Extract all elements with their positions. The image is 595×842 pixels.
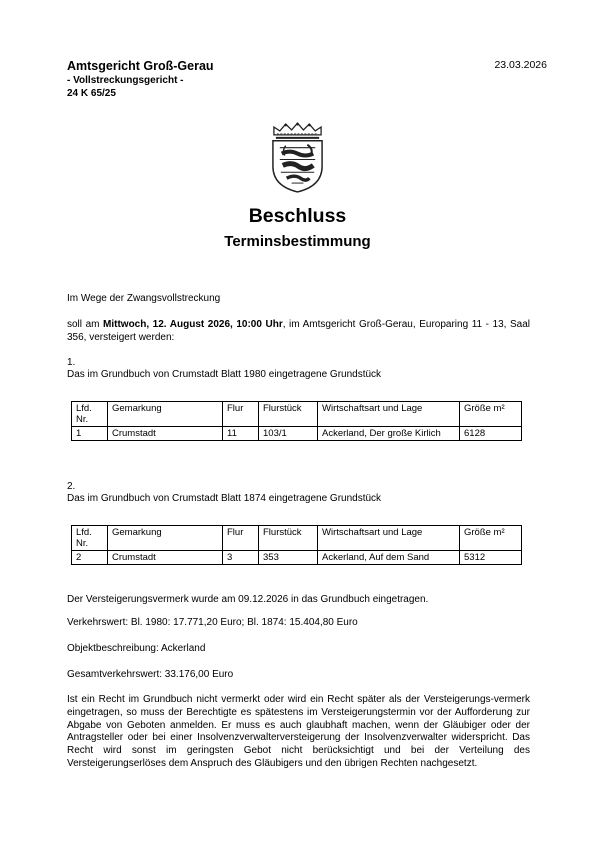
cell-gemarkung: Crumstadt (108, 427, 223, 441)
plot-2-description: Das im Grundbuch von Crumstadt Blatt 1874 eingetragene Grundstück (67, 493, 382, 504)
header-cell: Größe m² (460, 402, 522, 427)
gesamtverkehrswert-text: Gesamtverkehrswert: 33.176,00 Euro (67, 669, 234, 680)
hesse-coat-of-arms-icon (268, 121, 327, 194)
court-name: Amtsgericht Groß-Gerau (67, 59, 214, 73)
rights-paragraph: Ist ein Recht im Grundbuch nicht vermerkt oder wird ein Recht später als der Versteigerungs-vermerk eingetragen, so muss der Berechtigte es spätestens im Versteigerungstermin vor der Aufforderung zur Abgabe von Geboten anmelden. Er muss es auch glaubhaft machen, wenn der Gläubiger oder der Antragsteller oder bei einer Insolvenzverwalterversteigerung der Insolvenzverwalter widerspricht. Das Recht wird sonst im geringsten Gebot nicht berücksichtigt und bei der Verteilung des Versteigerungserlöses dem Anspruch des Gläubigers und den übrigen Rechten nachgesetzt. (67, 694, 530, 769)
case-number: 24 K 65/25 (67, 88, 116, 99)
header-cell: Lfd. Nr. (72, 402, 108, 427)
document-title: Beschluss (248, 205, 347, 227)
document-date: 23.03.2026 (494, 59, 547, 71)
header-cell: Lfd. Nr. (72, 526, 108, 551)
header-cell: Größe m² (460, 526, 522, 551)
header-cell: Flurstück (259, 526, 318, 551)
table-header-row (72, 526, 522, 551)
plot-1-number: 1. (67, 357, 76, 368)
auction-date: Mittwoch, 12. August 2026, 10:00 Uhr (103, 319, 283, 330)
cell-lfd-nr: 2 (72, 551, 108, 565)
cell-flurstueck: 103/1 (259, 427, 318, 441)
intro-text: Im Wege der Zwangsvollstreckung (67, 293, 221, 304)
vermerk-text: Der Versteigerungsvermerk wurde am 09.12.2026 in das Grundbuch eingetragen. (67, 594, 429, 605)
header-cell: Flurstück (259, 402, 318, 427)
cell-lfd-nr: 1 (72, 427, 108, 441)
verkehrswert-text: Verkehrswert: Bl. 1980: 17.771,20 Euro; Bl. 1874: 15.404,80 Euro (67, 617, 358, 628)
cell-flur: 11 (223, 427, 259, 441)
plot-1-table (71, 401, 522, 441)
cell-groesse: 5312 (460, 551, 522, 565)
court-department: - Vollstreckungsgericht - (67, 75, 184, 86)
plot-1-description: Das im Grundbuch von Crumstadt Blatt 1980 eingetragene Grundstück (67, 369, 382, 380)
document-subtitle: Terminsbestimmung (224, 233, 371, 250)
header-cell: Gemarkung (108, 526, 223, 551)
header-cell: Wirtschaftsart und Lage (318, 526, 460, 551)
auction-prefix: soll am (67, 319, 104, 330)
cell-flurstueck: 353 (259, 551, 318, 565)
header-cell: Flur (223, 526, 259, 551)
header-cell: Gemarkung (108, 402, 223, 427)
cell-gemarkung: Crumstadt (108, 551, 223, 565)
plot-2-number: 2. (67, 481, 76, 492)
cell-flur: 3 (223, 551, 259, 565)
header-cell: Wirtschaftsart und Lage (318, 402, 460, 427)
objektbeschreibung-text: Objektbeschreibung: Ackerland (67, 643, 206, 654)
plot-2-table (71, 525, 522, 565)
auction-suffix: , im Amtsgericht Groß-Gerau, Europaring 11 - 13, Saal 356, versteigert werden: (67, 319, 530, 343)
cell-wirtschaftsart: Ackerland, Der große Kirlich (318, 427, 460, 441)
table-row (72, 551, 522, 565)
cell-wirtschaftsart: Ackerland, Auf dem Sand (318, 551, 460, 565)
cell-groesse: 6128 (460, 427, 522, 441)
table-header-row (72, 402, 522, 427)
auction-paragraph (67, 319, 530, 345)
table-row (72, 427, 522, 441)
header-cell: Flur (223, 402, 259, 427)
